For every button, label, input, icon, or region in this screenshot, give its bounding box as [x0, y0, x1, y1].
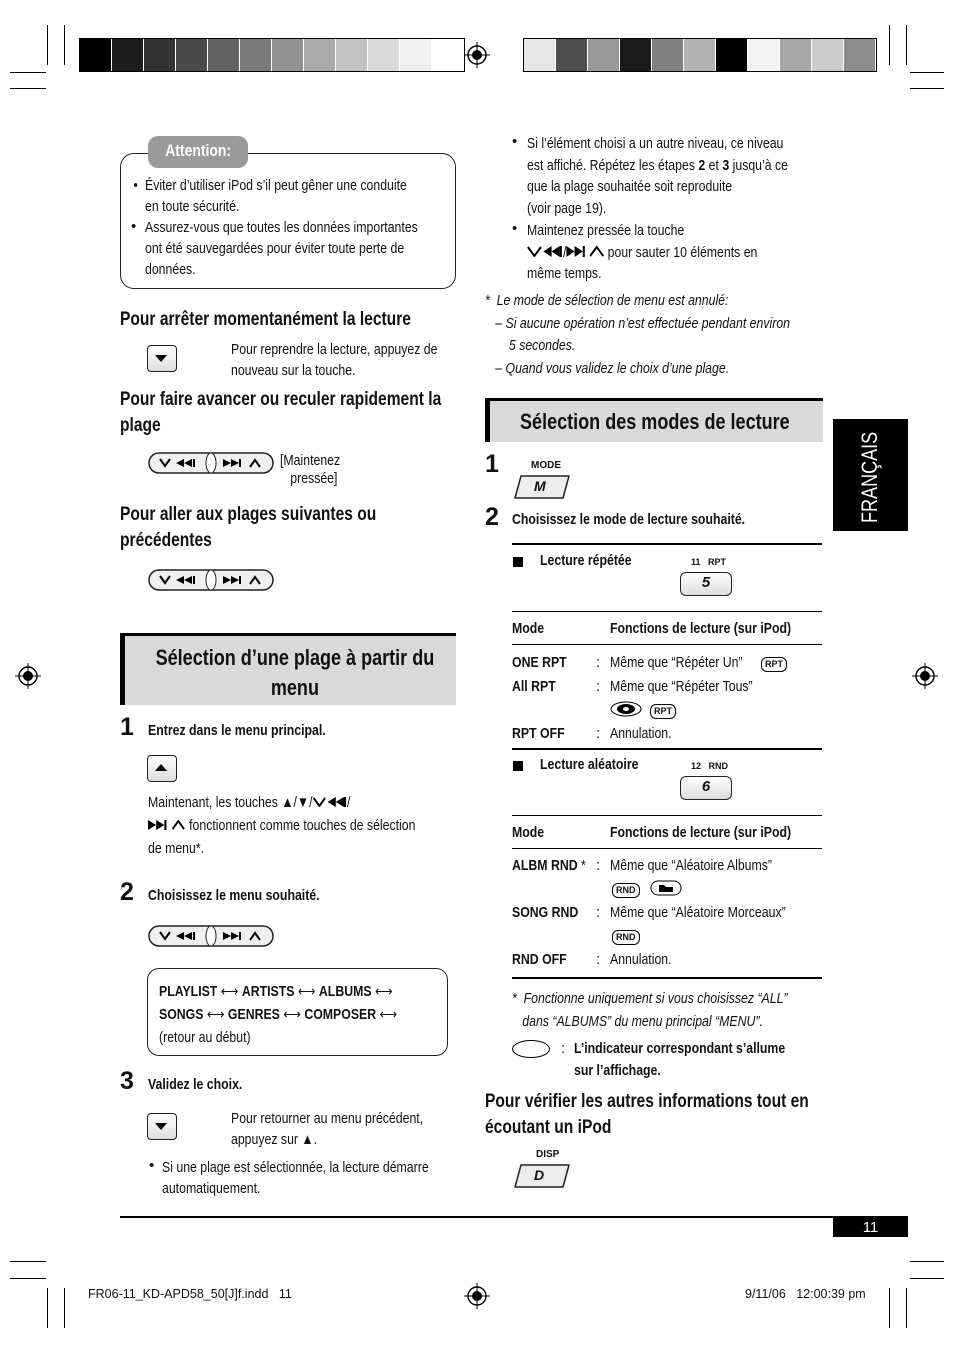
skip-rocker-button[interactable] — [148, 569, 274, 591]
repeat-col-mode: Mode — [512, 620, 545, 637]
repeat-5-button[interactable]: 5 — [680, 572, 732, 596]
crop-mark — [10, 1278, 46, 1279]
step-text: Choisissez le menu souhaité. — [148, 887, 320, 904]
random-footnote: * Fonctionne uniquement si vous choisissez “ALL” dans “ALBUMS” du menu principal “MENU”. — [512, 990, 788, 1030]
color-swatch — [400, 39, 432, 71]
bullet-dot: • — [149, 1157, 155, 1174]
down-chevron-icon — [313, 797, 326, 807]
repeat-heading: Lecture répétée — [540, 552, 632, 569]
previous-track-icon — [542, 246, 563, 257]
crop-mark — [910, 72, 944, 73]
mode-name: SONG RND — [512, 904, 579, 921]
mode-button-key: M — [534, 478, 546, 494]
color-swatch — [684, 39, 716, 71]
color-bar-left — [79, 38, 465, 72]
divider — [512, 977, 822, 979]
bullet-dot: • — [512, 220, 518, 237]
color-swatch — [620, 39, 652, 71]
down-chevron-icon — [527, 246, 542, 257]
mode-sep: : — [596, 725, 601, 742]
indicator-oval-icon — [512, 1040, 550, 1058]
step-number: 1 — [485, 450, 499, 478]
up-chevron-icon — [171, 820, 186, 830]
down-button[interactable] — [147, 1113, 177, 1140]
crop-mark — [906, 25, 907, 65]
step-number: 2 — [120, 878, 134, 906]
mode-func: Même que “Aléatoire Albums” — [610, 857, 773, 874]
color-swatch — [432, 39, 464, 71]
mode-name: All RPT — [512, 678, 556, 695]
mode-button-label: MODE — [531, 460, 561, 471]
crop-mark — [47, 25, 48, 65]
color-swatch — [812, 39, 844, 71]
triangle-down-icon — [148, 346, 174, 370]
rpt-indicator-icon: RPT — [650, 701, 676, 719]
registration-mark-top-icon — [464, 42, 490, 68]
indicator-text: L’indicateur correspondant s’allume sur l’affichage. — [574, 1040, 786, 1079]
crop-mark — [64, 25, 65, 65]
color-swatch — [112, 39, 144, 71]
registration-mark-left-icon — [15, 663, 41, 689]
heading-ffrew: Pour faire avancer ou reculer rapidement la plage — [120, 389, 442, 436]
divider — [512, 748, 822, 750]
crop-mark — [889, 25, 890, 65]
rnd-indicator-icon: RND — [612, 927, 640, 945]
step-number: 2 — [485, 503, 499, 531]
color-swatch — [652, 39, 684, 71]
color-swatch — [844, 39, 876, 71]
indicator-sep: : — [561, 1040, 566, 1057]
page-number-tab: 11 — [833, 1218, 908, 1237]
mode-func: Annulation. — [610, 951, 672, 968]
footer-rule — [120, 1216, 908, 1218]
mode-sep: : — [596, 678, 601, 695]
crop-mark — [910, 1278, 944, 1279]
crop-mark — [10, 88, 46, 89]
mode-func: Même que “Répéter Tous” — [610, 678, 753, 695]
rnd-indicator-icon: RND — [612, 880, 640, 898]
bullet-dot: • — [131, 218, 137, 235]
color-swatch — [144, 39, 176, 71]
up-button[interactable] — [147, 755, 177, 782]
heading-skip: Pour aller aux plages suivantes ou précédentes — [120, 504, 377, 551]
square-bullet-icon — [513, 761, 523, 771]
step-text: Validez le choix. — [148, 1076, 243, 1093]
menu-flow-text: PLAYLIST ⟷ ARTISTS ⟷ ALBUMS ⟷ SONGS ⟷ GENRES ⟷ COMPOSER ⟷ (retour au début) — [159, 983, 398, 1046]
color-swatch — [368, 39, 400, 71]
pause-text: Pour reprendre la lecture, appuyez de nouveau sur la touche. — [231, 341, 438, 379]
color-swatch — [304, 39, 336, 71]
random-col-func: Fonctions de lecture (sur iPod) — [610, 824, 792, 841]
down-button[interactable] — [147, 345, 177, 372]
language-tab: FRANÇAIS — [833, 419, 908, 531]
attention-label: Attention: — [148, 136, 248, 168]
right-bullet-2: Maintenez pressée la touche / pour sauter 10 éléments en même temps. — [527, 222, 758, 282]
mode-func: Même que “Répéter Un” — [610, 654, 743, 671]
crop-mark — [10, 72, 46, 73]
divider — [512, 611, 822, 612]
divider — [512, 848, 822, 849]
step1-description: Maintenant, les touches ▲/▼/ / fonctionnent comme touches de sélection de menu*. — [148, 794, 416, 857]
mode-sep: : — [596, 857, 601, 874]
random-heading: Lecture aléatoire — [540, 756, 639, 773]
footer-file: FR06-11_KD-APD58_50[J]f.indd 11 — [88, 1287, 292, 1301]
heading-info: Pour vérifier les autres informations tout en écoutant un iPod — [485, 1091, 809, 1138]
bullet-dot: • — [512, 133, 518, 150]
folder-indicator-icon — [650, 880, 682, 896]
mode-name: ALBM RND * — [512, 857, 586, 874]
step-text: Choisissez le mode de lecture souhaité. — [512, 511, 746, 528]
rpt-indicator-icon: RPT — [761, 654, 787, 672]
color-swatch — [240, 39, 272, 71]
step3-description: Pour retourner au menu précédent, appuyez sur ▲. — [231, 1110, 424, 1148]
random-col-mode: Mode — [512, 824, 545, 841]
mode-name: RND OFF — [512, 951, 567, 968]
footer-date: 9/11/06 12:00:39 pm — [745, 1287, 866, 1301]
section-menu-title: Sélection d’une plage à partir du menu — [120, 633, 456, 705]
crop-mark — [889, 1288, 890, 1328]
menu-cancel-footnote: * Le mode de sélection de menu est annulé: – Si aucune opération n’est effectuée pendant environ 5 secondes. – Quand vous validez le choix d’une plage. — [485, 292, 791, 377]
skip-rocker-button[interactable] — [148, 452, 274, 474]
mode-func: Annulation. — [610, 725, 672, 742]
color-swatch — [80, 39, 112, 71]
step-text: Entrez dans le menu principal. — [148, 722, 326, 739]
random-6-button[interactable]: 6 — [680, 776, 732, 800]
next-track-icon — [148, 820, 171, 830]
mode-sep: : — [596, 951, 601, 968]
divider — [512, 644, 822, 645]
attention-text: Éviter d’utiliser iPod s’il peut gêner une conduite en toute sécurité. Assurez-vous que toutes les données importantes ont été sauvegardées pour éviter toute perte de données. — [145, 177, 418, 278]
mode-name: ONE RPT — [512, 654, 567, 671]
color-swatch — [208, 39, 240, 71]
disc-indicator-icon — [610, 701, 642, 717]
mode-sep: : — [596, 904, 601, 921]
next-track-icon — [567, 246, 590, 257]
color-swatch — [716, 39, 748, 71]
step3-bullet: Si une plage est sélectionnée, la lecture démarre automatiquement. — [162, 1159, 429, 1197]
mode-name: RPT OFF — [512, 725, 565, 742]
color-swatch — [336, 39, 368, 71]
random-key-label: 12 RND — [691, 761, 729, 771]
triangle-down-icon — [148, 1114, 174, 1138]
color-swatch — [272, 39, 304, 71]
section-modes-title: Sélection des modes de lecture — [485, 398, 823, 442]
crop-mark — [47, 1288, 48, 1328]
registration-mark-bottom-icon — [464, 1283, 490, 1309]
crop-mark — [910, 1261, 944, 1262]
right-bullet-1: Si l’élément choisi a un autre niveau, ce niveau est affiché. Répétez les étapes 2 et 3 jusqu’à ce que la plage souhaitée soit reproduite (voir page 19). — [527, 135, 789, 217]
registration-mark-right-icon — [912, 663, 938, 689]
mode-func: Même que “Aléatoire Morceaux” — [610, 904, 786, 921]
up-chevron-icon — [589, 246, 604, 257]
mode-sep: : — [596, 654, 601, 671]
ffrew-note: [Maintenez pressée] — [280, 452, 341, 487]
crop-mark — [10, 1261, 46, 1262]
color-swatch — [176, 39, 208, 71]
color-swatch — [748, 39, 780, 71]
crop-mark — [910, 88, 944, 89]
color-swatch — [588, 39, 620, 71]
color-bar-right — [523, 38, 877, 72]
crop-mark — [64, 1288, 65, 1328]
color-swatch — [556, 39, 588, 71]
disp-button-key: D — [534, 1167, 545, 1183]
disp-button-label: DISP — [536, 1149, 560, 1160]
crop-mark — [906, 1288, 907, 1328]
divider — [512, 815, 822, 816]
square-bullet-icon — [513, 557, 523, 567]
previous-track-icon — [326, 797, 347, 807]
step-number: 3 — [120, 1067, 134, 1095]
color-swatch — [524, 39, 556, 71]
triangle-up-icon — [148, 756, 174, 780]
step-number: 1 — [120, 713, 134, 741]
skip-rocker-button[interactable] — [148, 925, 274, 947]
heading-pause: Pour arrêter momentanément la lecture — [120, 309, 411, 330]
color-swatch — [780, 39, 812, 71]
repeat-col-func: Fonctions de lecture (sur iPod) — [610, 620, 792, 637]
divider — [512, 543, 822, 545]
repeat-key-label: 11 RPT — [691, 557, 727, 567]
